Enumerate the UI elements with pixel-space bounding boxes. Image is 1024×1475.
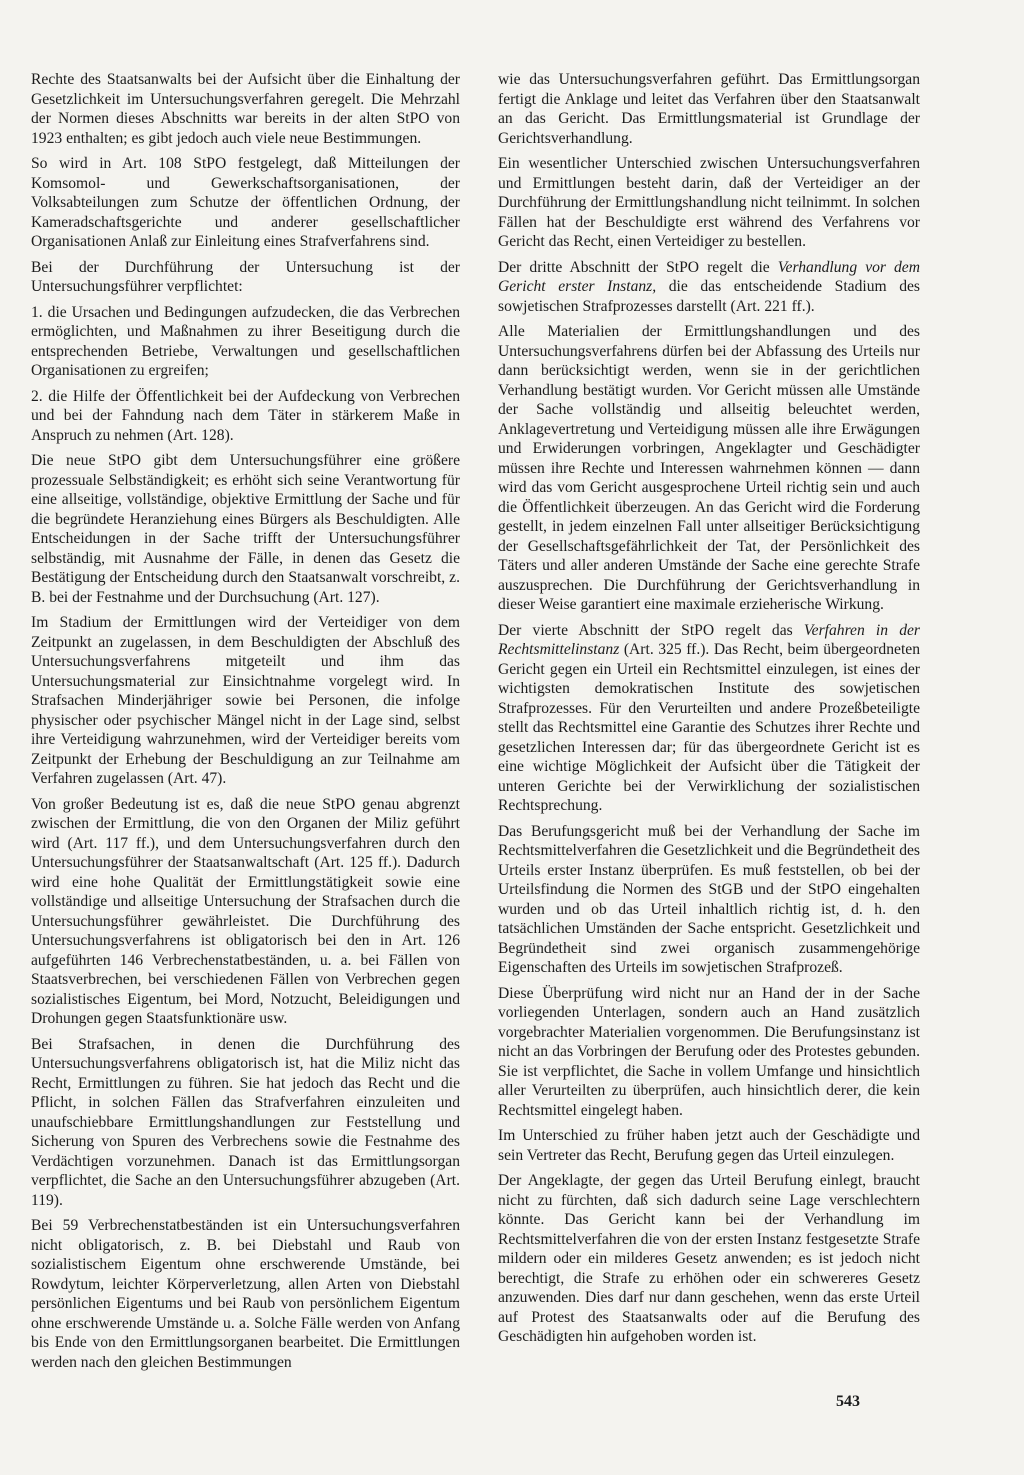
paragraph: Im Stadium der Ermittlungen wird der Verteidiger von dem Zeitpunkt an zugelassen, in dem Beschuldigten der Abschluß des Untersuchungsverfahrens mitgeteilt und ihm das Untersuchungsmaterial zur Einsichtnahme vorgelegt wird. In Strafsachen Minderjähriger sowie bei Personen, die infolge physischer oder psychischer Mängel nicht in der Lage sind, selbst ihre Verteidigung wahrzunehmen, wird der Verteidiger bereits vom Zeitpunkt der Erhebung der Beschuldigung an zur Teilnahme am Verfahren zugelassen (Art. 47).	[31, 614, 460, 787]
right-column	[498, 70, 920, 1353]
paragraph-text: Der dritte Abschnitt der StPO regelt die	[498, 258, 778, 276]
paragraph: Die neue StPO gibt dem Untersuchungsführer eine größere prozessuale Selbständigkeit; es erhöht sich seine Verantwortung für eine allseitige, vollständige, objektive Ermittlung der Sache und für die begründete Heranziehung eines Bürgers als Beschuldigten. Alle Entscheidungen in der Sache trifft der Untersuchungsführer selbständig, mit Ausnahme der Fälle, in denen das Gesetz die Bestätigung der Entscheidung durch den Staatsanwalt vorschreibt, z. B. bei der Festnahme und der Durchsuchung (Art. 127).	[31, 452, 460, 606]
paragraph-text: (Art. 325 ff.). Das Recht, beim übergeordneten Gericht gegen ein Urteil ein Rechtsmittel einzulegen, ist eines der wichtigsten demokratischen Institute des sowjetischen Strafprozesses. Für den Verurteilten und andere Prozeßbeteiligte stellt das Rechtsmittel eine Garantie des Schutzes ihrer Rechte und gesetzlichen Interessen dar; für das übergeordnete Gericht ist es eine wichtige Möglichkeit der Aufsicht über die Tätigkeit der unteren Gerichte bei der Verwirklichung der sozialistischen Rechtsprechung.	[498, 641, 920, 814]
paragraph: Rechte des Staatsanwalts bei der Aufsicht über die Einhaltung der Gesetzlichkeit im Untersuchungsverfahren geregelt. Die Mehrzahl der Normen dieses Abschnitts war bereits in der alten StPO von 1923 enthalten; es gibt jedoch auch viele neue Bestimmungen.	[31, 71, 460, 147]
paragraph: Das Berufungsgericht muß bei der Verhandlung der Sache im Rechtsmittelverfahren die Gesetzlichkeit und die Begründetheit des Urteils erster Instanz überprüfen. Es muß feststellen, ob bei der Urteilsfindung die Normen des StGB und der StPO eingehalten wurden und ob das Urteil inhaltlich richtig ist, d. h. den tatsächlichen Umständen der Sache entspricht. Gesetzlichkeit und Begründetheit sind zwei organisch zusammengehörige Eigenschaften des Urteils im sowjetischen Strafprozeß.	[498, 822, 920, 976]
paragraph	[498, 258, 920, 317]
paragraph: Bei Strafsachen, in denen die Durchführung des Untersuchungsverfahrens obligatorisch ist, hat die Miliz nicht das Recht, Ermittlungen zu führen. Sie hat jedoch das Recht und die Pflicht, in solchen Fällen das Strafverfahren einzuleiten und unaufschiebbare Ermittlungshandlungen zur Feststellung und Sicherung von Spuren des Verbrechens sowie die Festnahme des Verdächtigen vorzunehmen. Danach ist das Ermittlungsorgan verpflichtet, die Sache an den Untersuchungsführer abzugeben (Art. 119).	[31, 1035, 460, 1209]
paragraph: Ein wesentlicher Unterschied zwischen Untersuchungsverfahren und Ermittlungen besteht darin, daß der Verteidiger an der Durchführung der Ermittlungshandlung nicht teilnimmt. In solchen Fällen hat der Beschuldigte erst während des Verfahrens vor Gericht das Recht, einen Verteidiger zu bestellen.	[498, 155, 920, 250]
paragraph: Im Unterschied zu früher haben jetzt auch der Geschädigte und sein Vertreter das Recht, Berufung gegen das Urteil einzulegen.	[498, 1127, 920, 1164]
paragraph: Der Angeklagte, der gegen das Urteil Berufung einlegt, braucht nicht zu fürchten, daß sich dadurch seine Lage verschlechtern könnte. Das Gericht kann bei der Verhandlung im Rechtsmittelverfahren die von der ersten Instanz festgesetzte Strafe mildern oder ein milderes Gesetz anwenden; es ist jedoch nicht berechtigt, die Strafe zu erhöhen oder ein schwereres Gesetz anzuwenden. Dies darf nur dann geschehen, wenn das erste Urteil auf Protest des Staatsanwalts oder auf die Berufung des Geschädigten hin aufgehoben worden ist.	[498, 1172, 920, 1345]
paragraph-text: die das entscheidende Stadium des sowjetischen Strafprozesses darstellt (Art. 221 ff.).	[498, 278, 920, 315]
paragraph	[498, 621, 920, 816]
paragraph: Alle Materialien der Ermittlungshandlungen und des Untersuchungsverfahrens dürfen bei der Abfassung des Urteils nur dann berücksichtigt werden, wenn sie in der gerichtlichen Verhandlung bestätigt wurden. Vor Gericht müssen alle Umstände der Sache vollständig und allseitig beleuchtet werden, Anklagevertretung und Verteidigung müssen alle ihre Erwägungen und Erwiderungen vorbringen, Angeklagter und Geschädigter müssen ihre Rechte und Interessen wahrnehmen können — dann wird das vom Gericht ausgesprochene Urteil richtig sein und auch die Öffentlichkeit überzeugen. An das Gericht wird die Forderung gestellt, in jedem einzelnen Fall unter allseitiger Berücksichtigung der Gesellschaftsgefährlichkeit der Tat, der Persönlichkeit des Täters und aller anderen Umstände der Sache eine gerechte Strafe auszusprechen. Die Durchführung der Gerichtsverhandlung in dieser Weise garantiert eine maximale erzieherische Wirkung.	[498, 323, 920, 613]
emphasis: Verhandlung vor dem Gericht erster Instanz,	[498, 258, 920, 295]
paragraph: Bei der Durchführung der Untersuchung ist der Untersuchungsführer verpflichtet:	[31, 258, 460, 295]
list-item: 2. die Hilfe der Öffentlichkeit bei der Aufdeckung von Verbrechen und bei der Fahndung nach dem Täter in stärkerem Maße in Anspruch zu nehmen (Art. 128).	[31, 387, 460, 444]
paragraph-text: Der vierte Abschnitt der StPO regelt das	[498, 621, 804, 639]
paragraph: wie das Untersuchungsverfahren geführt. Das Ermittlungsorgan fertigt die Anklage und leitet das Verfahren über den Staatsanwalt an das Gericht. Das Ermittlungsmaterial ist Grundlage der Gerichtsverhandlung.	[498, 71, 920, 147]
paragraph: So wird in Art. 108 StPO festgelegt, daß Mitteilungen der Komsomol- und Gewerkschaftsorganisationen, der Volksabteilungen zum Schutze der öffentlichen Ordnung, der Kameradschaftsgerichte und anderer gesellschaftlicher Organisationen Anlaß zur Einleitung eines Strafverfahrens sind.	[31, 155, 460, 250]
paragraph: Bei 59 Verbrechenstatbeständen ist ein Untersuchungsverfahren nicht obligatorisch, z. B. bei Diebstahl und Raub von sozialistischem Eigentum ohne erschwerende Umstände, bei Rowdytum, leichter Körperverletzung, allen Arten von Diebstahl persönlichen Eigentums und bei Raub von persönlichem Eigentum ohne erschwerende Umstände u. a. Solche Fälle werden von Anfang bis Ende von den Ermittlungsorganen bearbeitet. Die Ermittlungen werden nach den gleichen Bestimmungen	[31, 1217, 460, 1371]
emphasis: Verfahren in der Rechtsmittelinstanz	[498, 621, 920, 658]
left-column	[31, 70, 460, 1378]
paragraph: Von großer Bedeutung ist es, daß die neue StPO genau abgrenzt zwischen der Ermittlung, die von den Organen der Miliz geführt wird (Art. 117 ff.), und dem Untersuchungsverfahren durch den Untersuchungsführer der Staatsanwaltschaft (Art. 125 ff.). Dadurch wird eine hohe Qualität der Ermittlungstätigkeit sowie eine vollständige und allseitige Untersuchung der Strafsachen durch die Untersuchungsführer gewährleistet. Die Durchführung des Untersuchungsverfahrens ist obligatorisch bei den in Art. 126 aufgeführten 146 Verbrechenstatbeständen, u. a. bei Fällen von Staatsverbrechen, bei verschiedenen Fällen von Verbrechen gegen sozialistisches Eigentum, bei Mord, Notzucht, Beleidigungen und Drohungen gegen Staatsfunktionäre usw.	[31, 795, 460, 1027]
paragraph: Diese Überprüfung wird nicht nur an Hand der in der Sache vorliegenden Unterlagen, sondern auch an Hand zusätzlich vorgebrachter Materialien vorgenommen. Die Berufungsinstanz ist nicht an das Vorbringen der Berufung oder des Protestes gebunden. Sie ist verpflichtet, die Sache in vollem Umfange und hinsichtlich aller Verurteilten zu überprüfen, auch hinsichtlich derer, die kein Rechtsmittel eingelegt haben.	[498, 984, 920, 1119]
list-item: 1. die Ursachen und Bedingungen aufzudecken, die das Verbrechen ermöglichten, und Maßnahmen zu ihrer Beseitigung durch die entsprechenden Betriebe, Verwaltungen und gesellschaftlichen Organisationen zu ergreifen;	[31, 303, 460, 379]
page-number: 543	[836, 1393, 860, 1410]
